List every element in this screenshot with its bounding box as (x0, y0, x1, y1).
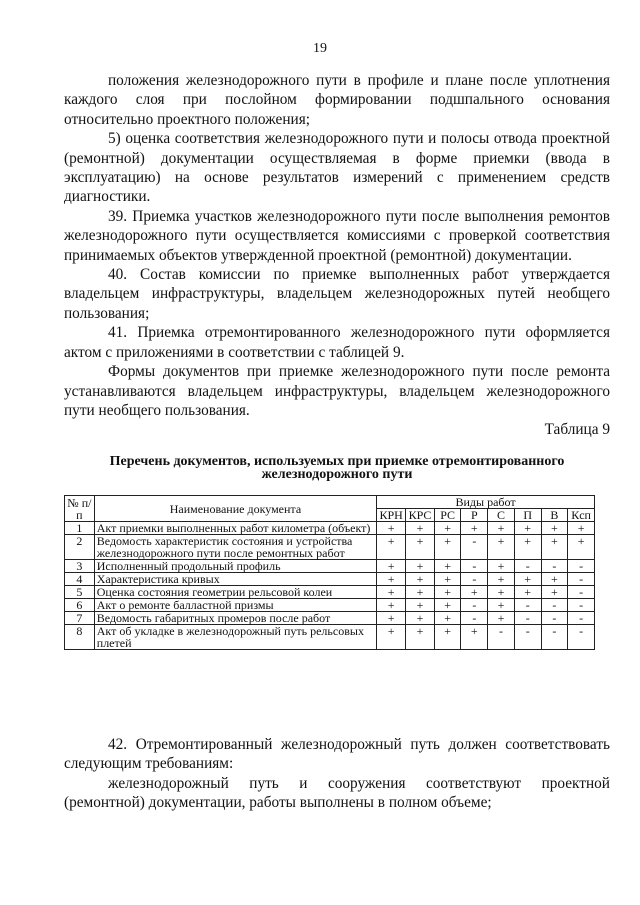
mark-cell: + (406, 586, 435, 599)
mark-cell: + (488, 560, 515, 573)
page-number: 19 (313, 41, 327, 56)
mark-cell: + (488, 573, 515, 586)
work-type-header: КРН (377, 509, 406, 522)
document-name: Исполненный продольный профиль (94, 560, 376, 573)
work-type-header: В (541, 509, 568, 522)
mark-cell: + (406, 522, 435, 535)
mark-cell: + (434, 586, 461, 599)
row-number: 8 (65, 625, 95, 650)
table-row (65, 625, 595, 650)
mark-cell: + (434, 560, 461, 573)
table-row (65, 599, 595, 612)
table-title: Перечень документов, используемых при приемке отремонтированного железнодорожного пути (109, 454, 565, 482)
mark-cell: + (488, 586, 515, 599)
mark-cell: + (406, 612, 435, 625)
documents-table (64, 495, 595, 650)
mark-cell: - (461, 612, 488, 625)
mark-cell: - (568, 612, 595, 625)
mark-cell: + (434, 522, 461, 535)
row-number: 5 (65, 586, 95, 599)
paragraph: 39. Приемка участков железнодорожного пути после выполнения ремонтов железнодорожного пути осуществляется комиссиями с проверкой соответствия принимаемых объектов утвержденной проектной (ремонтной) документации. (64, 207, 610, 264)
mark-cell: - (568, 573, 595, 586)
mark-cell: + (434, 535, 461, 560)
mark-cell: + (377, 535, 406, 560)
mark-cell: + (514, 586, 541, 599)
mark-cell: - (568, 625, 595, 650)
mark-cell: - (568, 560, 595, 573)
document-name: Акт приемки выполненных работ километра (объект) (94, 522, 376, 535)
mark-cell: + (461, 586, 488, 599)
mark-cell: - (568, 586, 595, 599)
header-number: № п/п (65, 496, 95, 522)
mark-cell: - (541, 625, 568, 650)
paragraph: Формы документов при приемке железнодорожного пути после ремонта устанавливаются владельцем инфраструктуры, владельцем железнодорожного пути необщего пользования. (64, 363, 610, 419)
mark-cell: + (434, 599, 461, 612)
mark-cell: - (514, 612, 541, 625)
table-header-row (65, 496, 595, 509)
mark-cell: + (406, 625, 435, 650)
mark-cell: + (377, 625, 406, 650)
table-label: Таблица 9 (544, 421, 610, 438)
row-number: 6 (65, 599, 95, 612)
work-type-header: Кcп (568, 509, 595, 522)
mark-cell: + (434, 573, 461, 586)
document-name: Акт об укладке в железнодорожный путь рельсовых плетей (94, 625, 376, 650)
mark-cell: - (488, 625, 515, 650)
table-row (65, 573, 595, 586)
mark-cell: + (514, 522, 541, 535)
mark-cell: + (541, 573, 568, 586)
text-block-bottom (64, 735, 610, 813)
mark-cell: - (461, 599, 488, 612)
mark-cell: - (461, 535, 488, 560)
mark-cell: + (488, 612, 515, 625)
mark-cell: - (514, 599, 541, 612)
mark-cell: - (461, 573, 488, 586)
mark-cell: + (461, 625, 488, 650)
row-number: 2 (65, 535, 95, 560)
mark-cell: + (377, 612, 406, 625)
mark-cell: + (541, 522, 568, 535)
mark-cell: + (568, 522, 595, 535)
paragraph: 5) оценка соответствия железнодорожного пути и полосы отвода проектной (ремонтной) документации осуществляемая в форме приемки (ввода в эксплуатацию) на основе результатов измерений с применением средств диагностики. (64, 130, 610, 206)
mark-cell: + (377, 522, 406, 535)
mark-cell: + (406, 560, 435, 573)
mark-cell: - (541, 560, 568, 573)
table-row (65, 522, 595, 535)
mark-cell: + (488, 535, 515, 560)
mark-cell: + (514, 573, 541, 586)
work-type-header: Р (461, 509, 488, 522)
document-name: Ведомость характеристик состояния и устройства железнодорожного пути после ремонтных работ (94, 535, 376, 560)
mark-cell: + (406, 599, 435, 612)
text-block-top (64, 71, 610, 420)
table-row (65, 535, 595, 560)
paragraph: 40. Состав комиссии по приемке выполненных работ утверждается владельцем инфраструктуры, владельцем железнодорожных путей необщего пользования; (64, 266, 610, 322)
mark-cell: + (541, 586, 568, 599)
work-type-header: П (514, 509, 541, 522)
document-name: Акт о ремонте балластной призмы (94, 599, 376, 612)
row-number: 4 (65, 573, 95, 586)
table-row (65, 612, 595, 625)
mark-cell: + (488, 599, 515, 612)
work-type-header: РС (434, 509, 461, 522)
paragraph: 41. Приемка отремонтированного железнодорожного пути оформляется актом с приложениями в соответствии с таблицей 9. (64, 324, 610, 361)
mark-cell: + (541, 535, 568, 560)
mark-cell: + (377, 560, 406, 573)
mark-cell: + (377, 599, 406, 612)
mark-cell: + (461, 522, 488, 535)
paragraph: 42. Отремонтированный железнодорожный путь должен соответствовать следующим требованиям: (64, 736, 610, 773)
mark-cell: + (434, 625, 461, 650)
document-name: Ведомость габаритных промеров после работ (94, 612, 376, 625)
paragraph: положения железнодорожного пути в профиле и плане после уплотнения каждого слоя при послойном формировании подшпального основания относительно проектного положения; (64, 72, 610, 128)
table-body (65, 522, 595, 650)
mark-cell: + (514, 535, 541, 560)
mark-cell: - (514, 560, 541, 573)
mark-cell: + (488, 522, 515, 535)
mark-cell: + (377, 573, 406, 586)
mark-cell: + (406, 535, 435, 560)
mark-cell: - (514, 625, 541, 650)
table-row (65, 560, 595, 573)
document-name: Оценка состояния геометрии рельсовой колеи (94, 586, 376, 599)
work-type-header: КРС (406, 509, 435, 522)
mark-cell: - (541, 612, 568, 625)
row-number: 7 (65, 612, 95, 625)
row-number: 3 (65, 560, 95, 573)
mark-cell: - (541, 599, 568, 612)
mark-cell: - (461, 560, 488, 573)
mark-cell: + (377, 586, 406, 599)
work-type-header: С (488, 509, 515, 522)
document-name: Характеристика кривых (94, 573, 376, 586)
paragraph: железнодорожный путь и сооружения соответствуют проектной (ремонтной) документации, работы выполнены в полном объеме; (64, 774, 610, 812)
table-row (65, 586, 595, 599)
mark-cell: + (568, 535, 595, 560)
header-document-name: Наименование документа (94, 496, 376, 522)
header-work-types: Виды работ (377, 496, 595, 509)
mark-cell: - (568, 599, 595, 612)
mark-cell: + (406, 573, 435, 586)
mark-cell: + (434, 612, 461, 625)
row-number: 1 (65, 522, 95, 535)
